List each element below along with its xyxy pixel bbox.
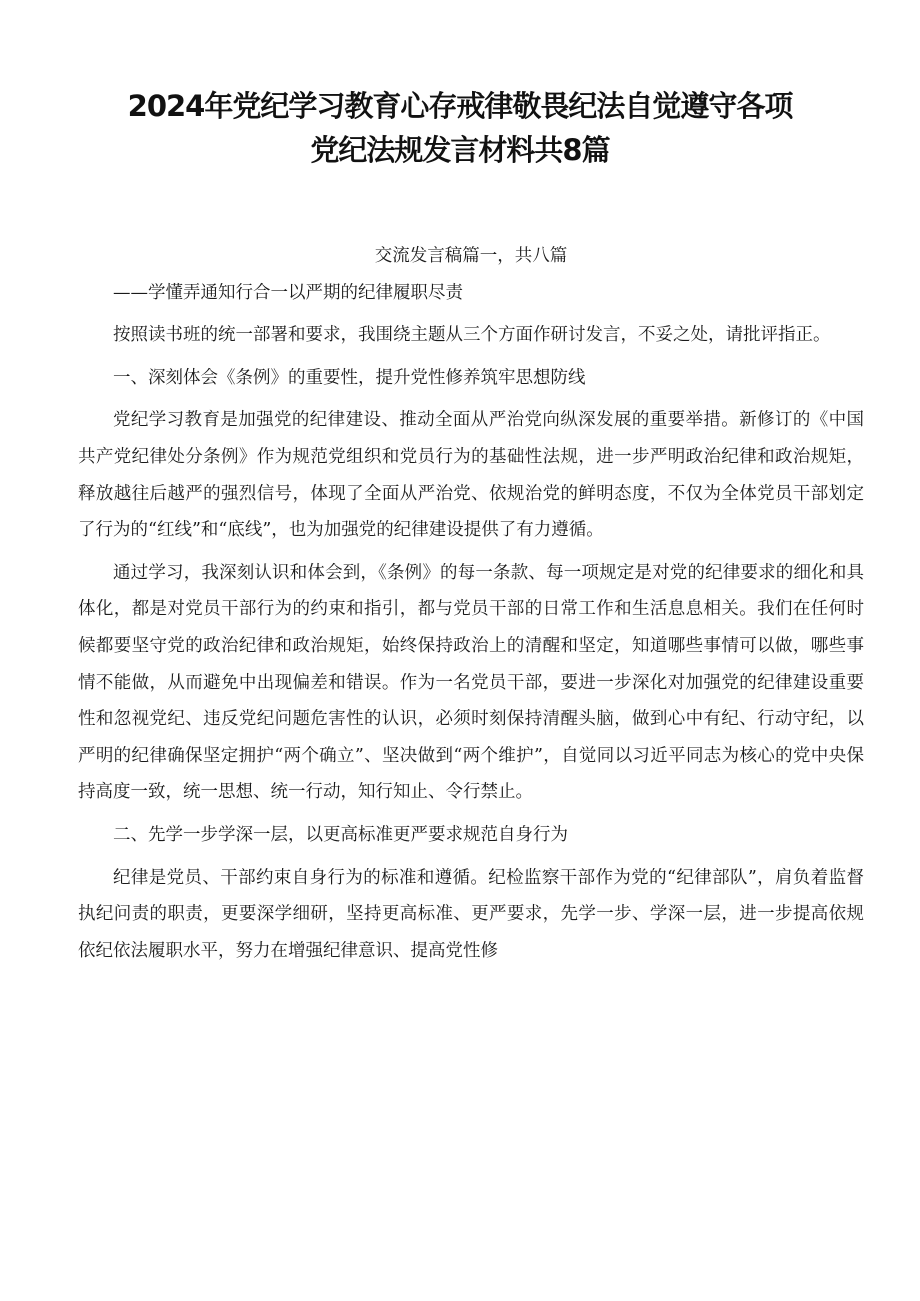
paragraph-2: 通过学习，我深刻认识和体会到，《条例》的每一条款、每一项规定是对党的纪律要求的细化和具体化，都是对党员干部行为的约束和指引，都与党员干部的日常工作和生活息息相关。我们在任何时候都要坚守党的政治纪律和政治规矩，始终保持政治上的清醒和坚定，知道哪些事情可以做，哪些事情不能做，从而避免中出现偏差和错误。作为一名党员干部，要进一步深化对加强党的纪律建设重要性和忽视党纪、违反党纪问题危害性的认识，必须时刻保持清醒头脑，做到心中有纪、行动守纪，以严明的纪律确保坚定拥护“两个确立”、坚决做到“两个维护”，自觉同以习近平同志为核心的党中央保持高度一致，统一思想、统一行动，知行知止、令行禁止。: [78, 562, 864, 803]
paragraph-intro: 按照读书班的统一部署和要求，我围绕主题从三个方面作研讨发言，不妥之处，请批评指正。: [113, 325, 831, 346]
article-heading: 交流发言稿篇一，共八篇: [374, 246, 568, 266]
title-line-2: 党纪法规发言材料共8篇: [310, 133, 610, 167]
section-heading-1: 一、深刻体会《条例》的重要性，提升党性修养筑牢思想防线: [113, 367, 586, 388]
paragraph-3: 纪律是党员、干部约束自身行为的标准和遵循。纪检监察干部作为党的“纪律部队”，肩负着监督执纪问责的职责，更要深学细研，坚持更高标准、更严要求，先学一步、学深一层，进一步提高依规依纪依法履职水平，努力在增强纪律意识、提高党性修: [78, 867, 864, 961]
document-body: [78, 238, 864, 969]
title-line-1: 2024年党纪学习教育心存戒律敬畏纪法自觉遵守各项: [127, 89, 793, 123]
document-title: [70, 84, 850, 172]
section-heading-2: 二、先学一步学深一层，以更高标准更严要求规范自身行为: [113, 824, 568, 845]
paragraph-1: 党纪学习教育是加强党的纪律建设、推动全面从严治党向纵深发展的重要举措。新修订的《中国共产党纪律处分条例》作为规范党组织和党员行为的基础性法规，进一步严明政治纪律和政治规矩，释放越往后越严的强烈信号，体现了全面从严治党、依规治党的鲜明态度，不仅为全体党员干部划定了行为的“红线”和“底线”，也为加强党的纪律建设提供了有力遵循。: [78, 410, 864, 541]
article-subtitle: ——学懂弄通知行合一以严期的纪律履职尽责: [113, 282, 463, 303]
